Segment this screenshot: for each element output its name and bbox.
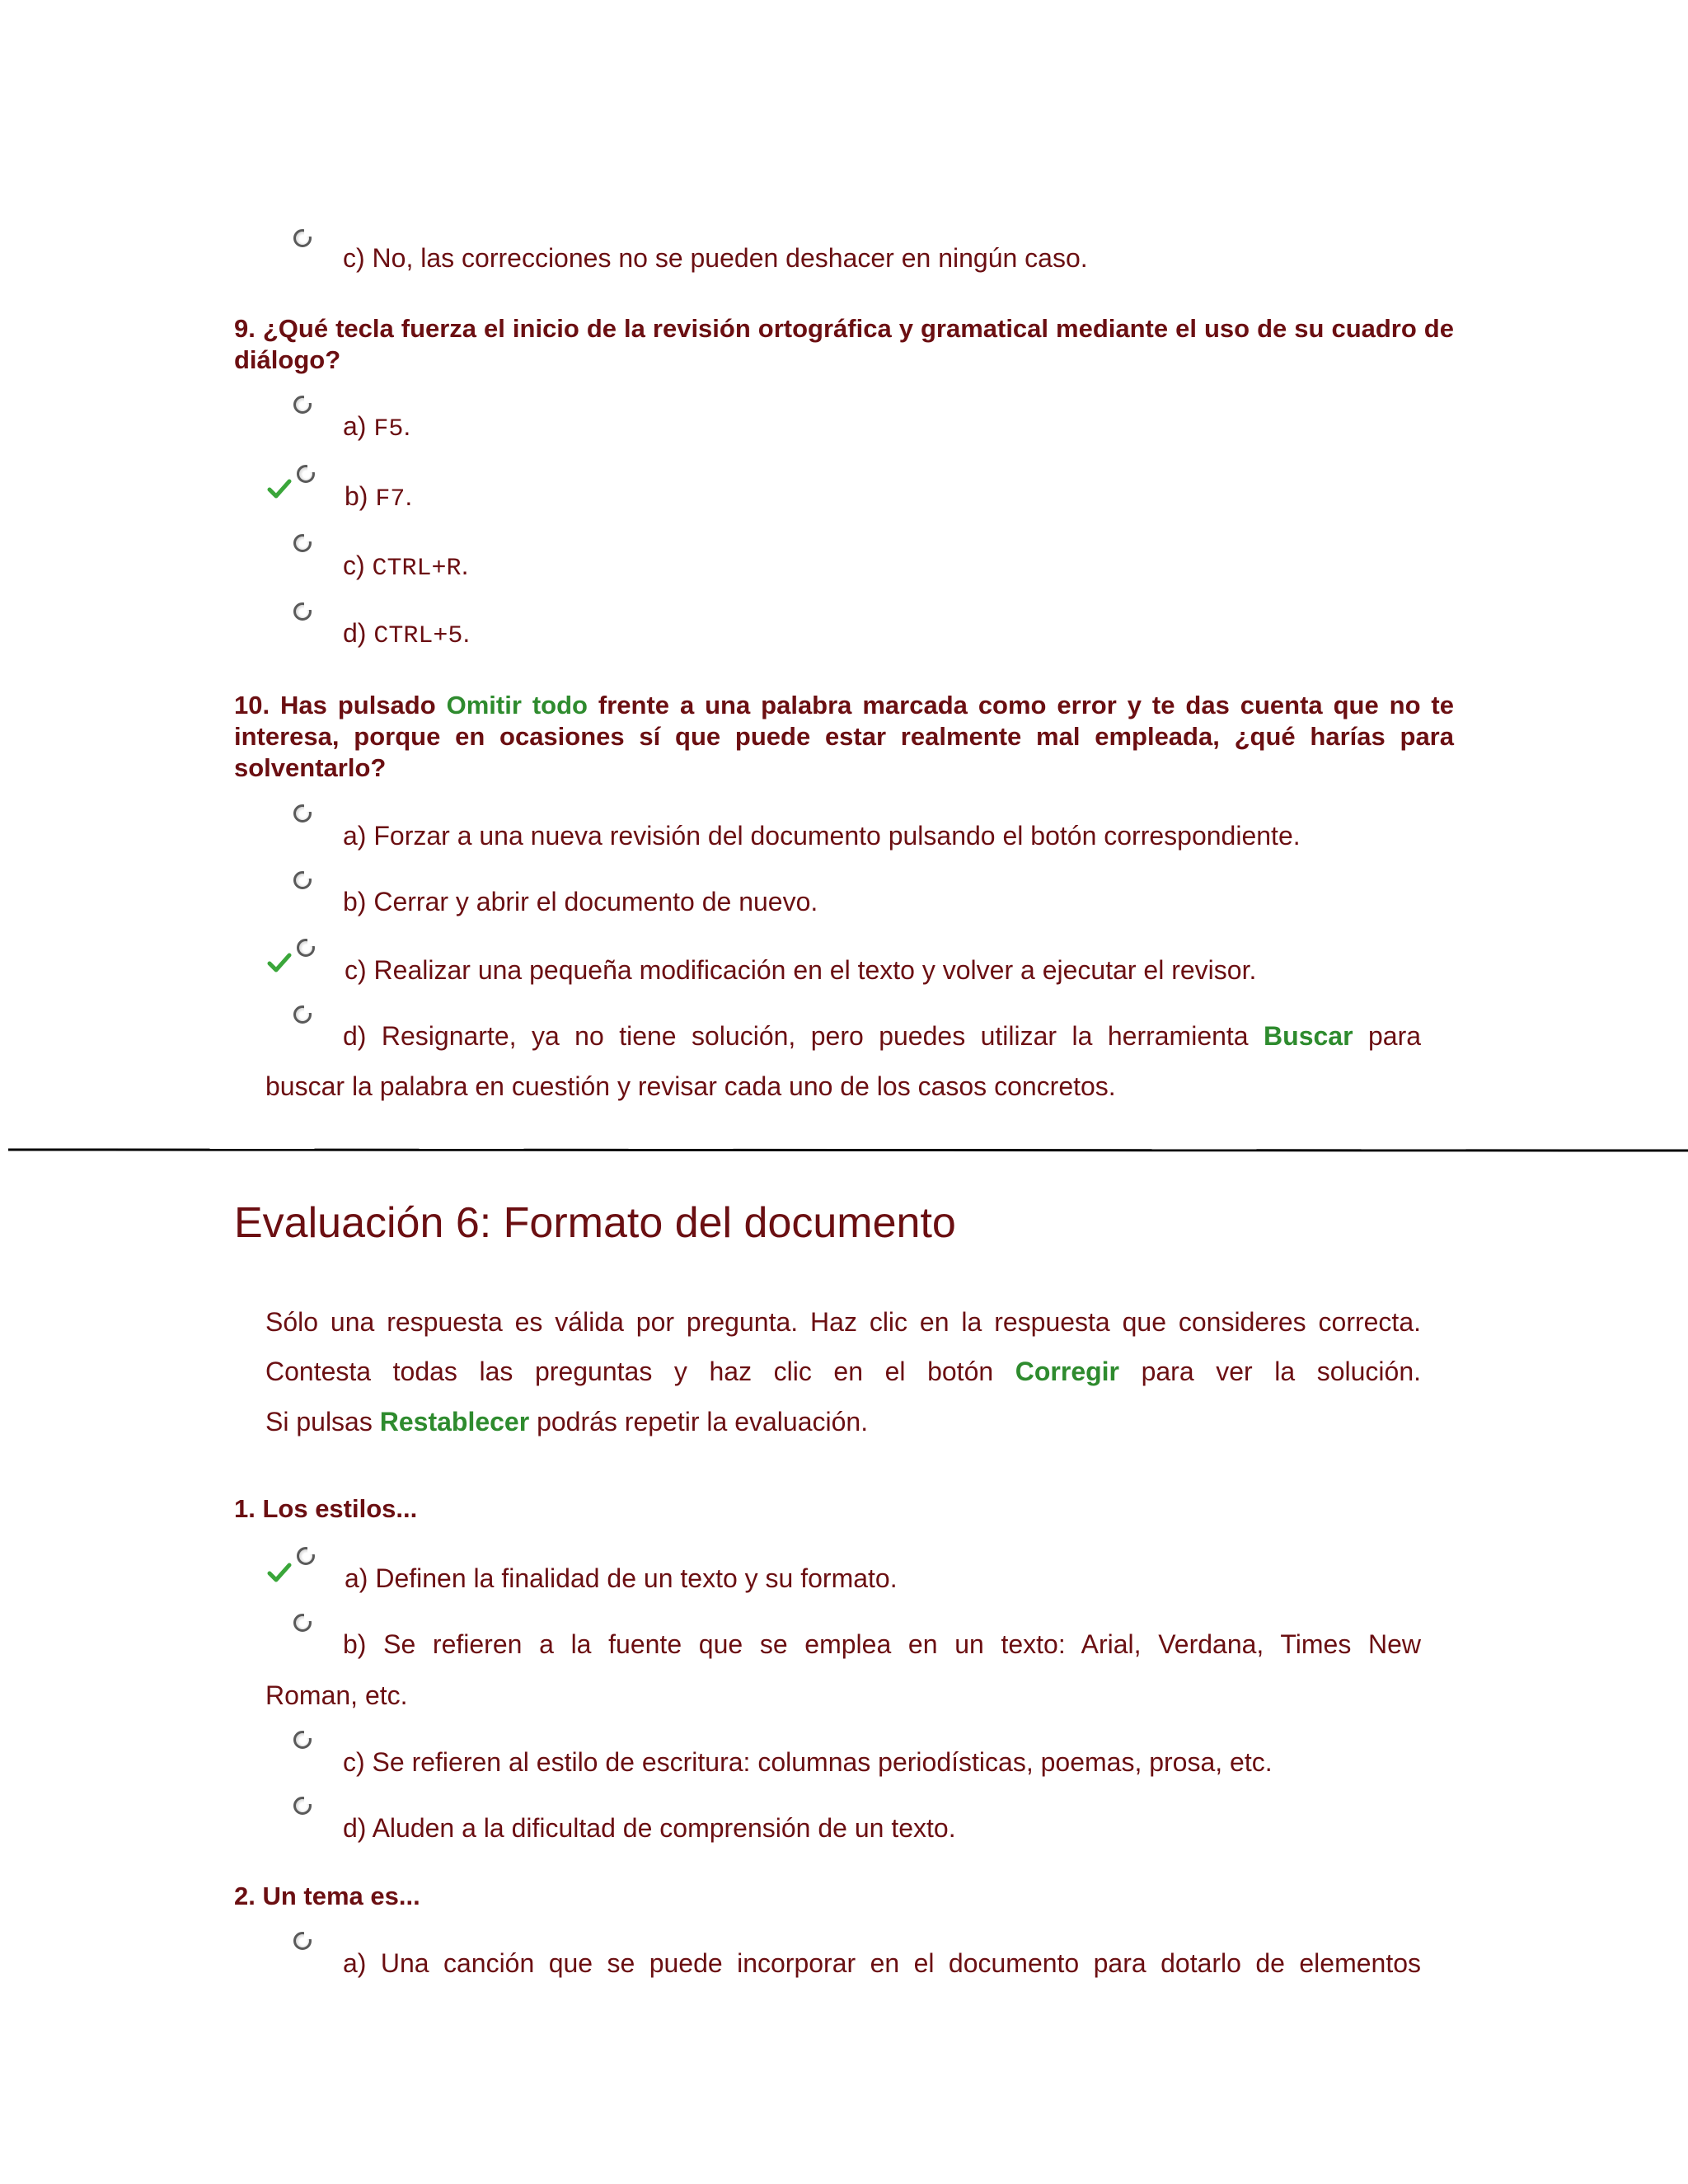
s1-option-d-radio[interactable] <box>293 1797 312 1815</box>
q10-option-d-line1 <box>343 1019 1421 1052</box>
q10-option-d-line2: buscar la palabra en cuestión y revisar cada uno de los casos concretos. <box>265 1071 1116 1101</box>
q9-option-a-suffix: . <box>403 411 411 441</box>
intro-line-1: Sólo una respuesta es válida por pregunta. Haz clic en la respuesta que consideres correcta. <box>265 1307 1421 1337</box>
q9-option-b-suffix: . <box>405 481 413 511</box>
s2-option-a-radio[interactable] <box>293 1932 312 1950</box>
s1-question: 1. Los estilos... <box>234 1494 418 1523</box>
s1-option-c: c) Se refieren al estilo de escritura: columnas periodísticas, poemas, prosa, etc. <box>343 1747 1273 1777</box>
q10-question <box>234 690 1454 784</box>
s2-option-a: a) Una canción que se puede incorporar en el documento para dotarlo de elementos <box>343 1948 1421 1978</box>
q9-option-a-prefix: a) <box>343 411 374 441</box>
q9-option-b-prefix: b) <box>345 481 376 511</box>
q10-option-d-pre: d) Resignarte, ya no tiene solución, pero puedes utilizar la herramienta <box>343 1021 1249 1051</box>
section-divider <box>8 1148 1688 1151</box>
q9-question: 9. ¿Qué tecla fuerza el inicio de la revisión ortográfica y gramatical mediante el uso de su cuadro de diálogo? <box>234 314 1454 374</box>
q10-correct-check-icon <box>267 952 292 973</box>
q9-option-c-code: CTRL+R <box>372 555 462 583</box>
q10-option-d-post: para <box>1367 1021 1422 1051</box>
s1-option-b-line1: b) Se refieren a la fuente que se emplea en un texto: Arial, Verdana, Times New <box>343 1629 1421 1659</box>
q9-option-a-code: F5 <box>373 415 404 443</box>
intro-line-2 <box>265 1355 1421 1388</box>
intro-restablecer-highlight: Restablecer <box>379 1407 530 1436</box>
q10-option-b-radio[interactable] <box>293 871 312 889</box>
q9-option-a <box>343 410 410 446</box>
q9-option-c-prefix: c) <box>343 551 373 580</box>
intro-corregir-highlight: Corregir <box>1015 1357 1119 1386</box>
q9-option-d-radio[interactable] <box>293 602 312 621</box>
s1-option-b-radio[interactable] <box>293 1614 312 1632</box>
q9-option-d-suffix: . <box>462 618 471 648</box>
q9-option-a-radio[interactable] <box>293 396 312 414</box>
intro-line-2-pre: Contesta todas las preguntas y haz clic en el botón <box>265 1357 994 1386</box>
s1-option-a-radio[interactable] <box>297 1547 315 1565</box>
q10-option-d-radio[interactable] <box>293 1005 312 1024</box>
section-title: Evaluación 6: Formato del documento <box>234 1199 956 1247</box>
intro-line-3-pre: Si pulsas <box>265 1407 380 1436</box>
intro-line-3 <box>265 1405 868 1438</box>
s1-option-b-line2: Roman, etc. <box>265 1680 408 1710</box>
q9-correct-check-icon <box>267 478 292 499</box>
q10-option-a-radio[interactable] <box>293 804 312 823</box>
s1-option-a: a) Definen la finalidad de un texto y su formato. <box>345 1563 898 1593</box>
intro-line-3-post: podrás repetir la evaluación. <box>529 1407 869 1436</box>
q9-option-c-suffix: . <box>461 551 469 580</box>
q9-option-d-code: CTRL+5 <box>373 622 463 650</box>
q9-option-b-code: F7 <box>375 485 406 513</box>
q10-option-c-radio[interactable] <box>297 939 315 957</box>
q10-question-highlight: Omitir todo <box>446 691 588 719</box>
q10-option-a: a) Forzar a una nueva revisión del documento pulsando el botón correspondiente. <box>343 821 1301 851</box>
q10-option-b: b) Cerrar y abrir el documento de nuevo. <box>343 887 818 916</box>
q10-question-pre: 10. Has pulsado <box>234 691 447 719</box>
q9-option-b <box>345 480 412 516</box>
q9-option-d <box>343 616 470 653</box>
q9-option-c-radio[interactable] <box>293 534 312 552</box>
s1-option-d: d) Aluden a la dificultad de comprensión de un texto. <box>343 1813 956 1843</box>
q9-option-d-prefix: d) <box>343 618 374 648</box>
q10-option-c: c) Realizar una pequeña modificación en el texto y volver a ejecutar el revisor. <box>345 955 1257 985</box>
q8-option-c: c) No, las correcciones no se pueden deshacer en ningún caso. <box>343 243 1088 273</box>
s2-question: 2. Un tema es... <box>234 1882 420 1910</box>
s1-option-c-radio[interactable] <box>293 1731 312 1749</box>
q10-option-d-highlight: Buscar <box>1264 1021 1353 1051</box>
intro-line-2-post: para ver la solución. <box>1141 1357 1422 1386</box>
q8-option-c-radio[interactable] <box>293 229 312 247</box>
q9-option-b-radio[interactable] <box>297 465 315 483</box>
s1-correct-check-icon <box>267 1562 292 1583</box>
q9-option-c <box>343 549 468 585</box>
q10-question-post: frente a una palabra marcada como error y te das cuenta que no te interesa, porque en ocasiones sí que puede estar realmente mal empleada, ¿qué harías para solventarlo? <box>234 691 1454 782</box>
